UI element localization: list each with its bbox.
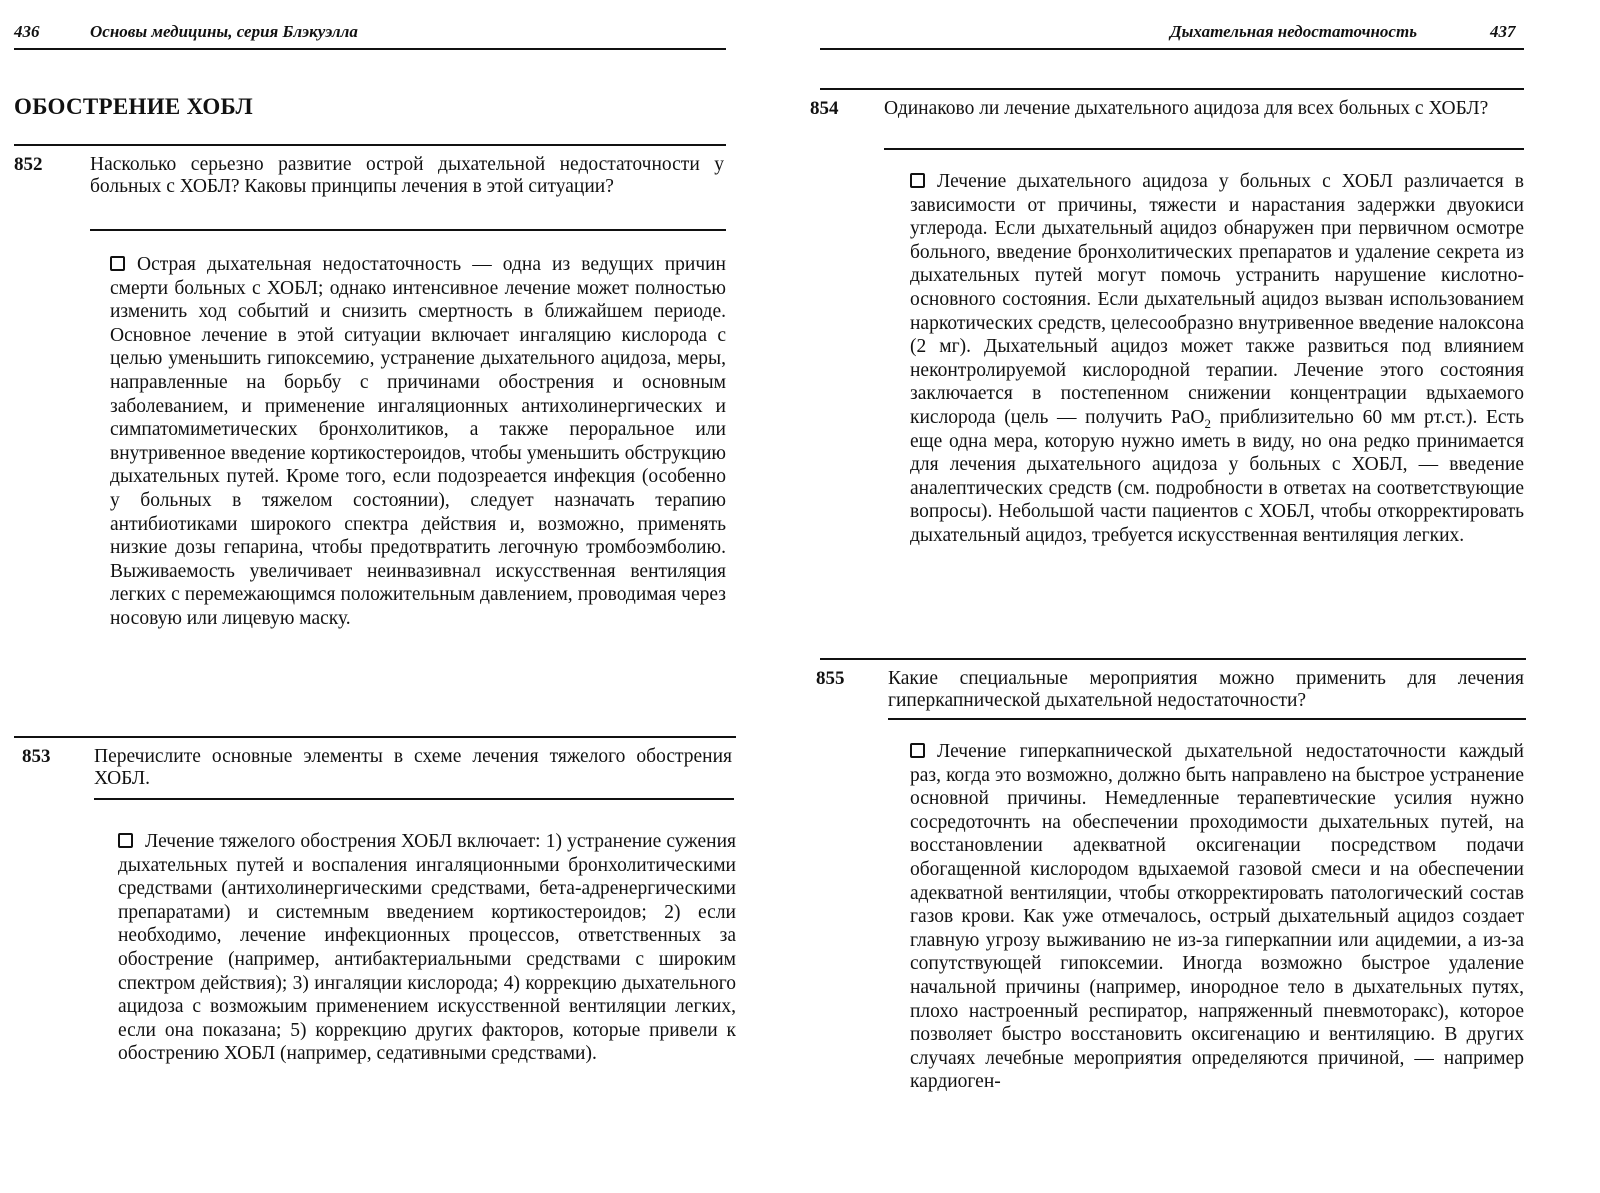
running-head-right [820,22,1600,46]
answer-body-cont: приблизительно 60 мм рт.ст.). Есть еще одна мера, которую нужно иметь в виду, но она редко принимается для лечения дыхательного ацидоза у больных с ХОБЛ, — введение аналептических средств (см. подробности в ответах на соответствующие вопросы). Небольшой части пациентов с ХОБЛ, чтобы откорректировать дыхательный ацидоз, требуется искусственная вентиляция легких. [910,406,1524,546]
answer-box-icon [910,743,925,758]
left-page [0,0,760,1193]
running-head-left [0,22,760,46]
question-top-rule [14,736,736,738]
question-rule [94,798,734,800]
answer-text [118,830,736,1066]
question-text: Одинаково ли лечение дыхательного ацидоза для всех больных с ХОБЛ? [884,98,1489,119]
answer-box-icon [118,833,133,848]
answer-text [910,170,1524,548]
section-title: ОБОСТРЕНИЕ ХОБЛ [14,94,253,119]
answer-body: Лечение гиперкапнической дыхательной недостаточности каждый раз, когда это возможно, должно быть направлено на быстрое устранение основной причины. Немедленные терапевтические усилия нужно сосредоточнть на обеспечении проходимости дыхательных путей, на восстановлении адекватной оксигенации посредством подачи обогащенной кислородом вдыхаемой газовой смеси и на обеспечении адекватной вентиляции, чтобы откорректировать патологический состав газов крови. Как уже отмечалось, острый дыхательный ацидоз создает главную угрозу выживанию не из-за гиперкапнии или ацидемии, а из-за сопутствующей гипоксемии. Иногда возможно быстрое удаление начальной причины (например, инородное тело в дыхательных путях, плохо настроенный респиратор, напряженный пневмоторакс), которое позволяет быстро восстановить оксигенацию и вентиляцию. В других случаях лечебные мероприятия определяются причиной, — например кардиоген- [910,741,1524,1093]
answer-text [910,740,1524,1094]
answer-body: Лечение тяжелого обострения ХОБЛ включает: 1) устранение сужения дыхательных путей и воспаления ингаляционными бронхолитическими средствами (антихолинергическими средствами, бета-адренергическими препаратами) и системным введением кортикостероидов; 2) если необходимо, лечение инфекционных процессов, ответственных за обострение (например, антибактериальными средствами с широким спектром действия); 3) ингаляции кислорода; 4) коррекцию дыхательного ацидоза с возможыим применением искусственной вентиляции легких, если она показана; 5) коррекцию других факторов, которые привели к обострению ХОБЛ (например, седативными средствами). [118,831,736,1065]
right-page [810,0,1600,1193]
answer-body: Острая дыхательная недостаточность — одна из ведущих причин смерти больных с ХОБЛ; однако интенсивное лечение может полностью изменить ход событий и снизить смертность в ближайшем периоде. Основное лечение в этой ситуации включает ингаляцию кислорода с целью уменьшить гипоксемию, устранение дыхательного ацидоза, меры, направленные на борьбу с причинами обострения и основным заболеванием, и применение ингаляционных антихолинергических и симпатомиметических бронхолитиков, а также пероральное или внутривенное введение кортикостероидов, чтобы уменьшить обструкцию дыхательных путей. Кроме того, если подозреается инфекция (особенно у больных в тяжелом состоянии), следует назначать терапию антибиотиками широкого спектра действия и, возможно, применять низкие дозы гепарина, чтобы предотвратить легочную тромбоэмболию. Выживаемость увеличивает неинвазивнал искусственная вентиляция легких с перемежающимся положительным давлением, проводимая через носовую или лицевую маску. [110,254,726,629]
question-number: 855 [816,668,845,689]
header-rule-right [820,48,1524,50]
question-text: Перечислите основные элементы в схеме лечения тяжелого обострения ХОБЛ. [94,746,732,789]
question-number: 853 [22,746,51,767]
header-rule-left [14,48,726,50]
question-number: 852 [14,154,43,175]
section-rule [14,144,726,146]
answer-box-icon [910,173,925,188]
answer-box-icon [110,256,125,271]
page-number-left: 436 [14,22,40,41]
question-rule [888,718,1526,720]
question-rule [884,148,1524,150]
running-title-right: Дыхательная недостаточность [1170,22,1417,41]
question-number: 854 [810,98,839,119]
running-title-left: Основы медицины, серия Блэкуэлла [90,22,358,41]
question-text: Насколько серьезно развитие острой дыхательной недостаточности у больных с ХОБЛ? Каковы принципы лечения в этой ситуации? [90,154,724,197]
question-text: Какие специальные мероприятия можно применить для лечения гиперкапнической дыхательной недостаточности? [888,668,1524,711]
answer-text [110,253,726,631]
page-number-right: 437 [1490,22,1516,41]
subscript: 2 [1204,415,1211,431]
question-rule [90,229,726,231]
question-top-rule [820,88,1524,90]
question-top-rule [820,658,1526,660]
answer-body: Лечение дыхательного ацидоза у больных с ХОБЛ различается в зависимости от причины, тяжести и нарастания задержки двуокиси углерода. Если дыхательный ацидоз обнаружен при первичном осмотре больного, введение бронхолитических препаратов и удаление секрета из дыхательных путей могут помочь устранить нарушение кислотно-основного состояния. Если дыхательный ацидоз вызван использованием наркотических средств, целесообразно внутривенное введение налоксона (2 мг). Дыхательный ацидоз может также развиться под влиянием неконтролируемой кислородной терапии. Лечение этого состояния заключается в постепенном снижении концентрации вдыхаемого кислорода (цель — получить PaO [910,171,1524,428]
